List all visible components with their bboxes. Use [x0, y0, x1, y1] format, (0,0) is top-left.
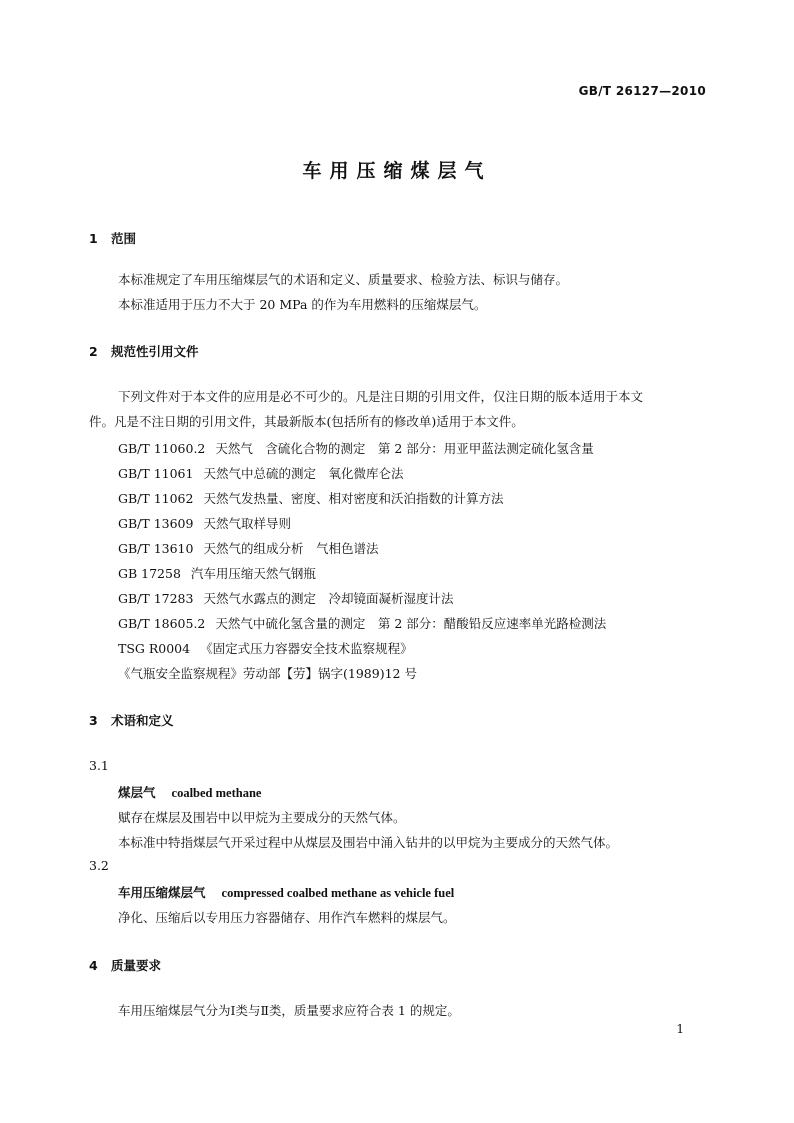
- section-4-heading: [89, 956, 161, 974]
- reference-code: GB/T 13609: [118, 516, 194, 531]
- reference-code: GB 17258: [118, 566, 181, 581]
- clause-3-1-number: 3.1: [89, 758, 109, 773]
- reference-item: [118, 539, 378, 557]
- reference-code: GB/T 13610: [118, 541, 194, 556]
- clause-3-2-number: 3.2: [89, 858, 109, 873]
- reference-item: [118, 564, 316, 582]
- page-number: 1: [676, 1022, 684, 1036]
- reference-item: [118, 464, 403, 482]
- section-title: 术语和定义: [111, 713, 174, 728]
- reference-title: 天然气发热量、密度、相对密度和沃泊指数的计算方法: [203, 491, 504, 506]
- section-2-intro-line-1: 下列文件对于本文件的应用是必不可少的。凡是注日期的引用文件，仅注日期的版本适用于本文: [118, 389, 644, 404]
- section-title: 质量要求: [111, 958, 162, 973]
- reference-item: [118, 489, 503, 507]
- section-1-heading: [89, 229, 136, 247]
- section-title: 规范性引用文件: [111, 344, 199, 359]
- reference-item: [118, 439, 594, 457]
- section-2-heading: [89, 342, 199, 360]
- reference-title: 天然气 含硫化合物的测定 第 2 部分：用亚甲蓝法测定硫化氢含量: [215, 441, 594, 456]
- reference-title: 《固定式压力容器安全技术监察规程》: [200, 641, 413, 656]
- clause-3-2-term: [118, 883, 454, 901]
- reference-code: GB/T 11061: [118, 466, 194, 481]
- document-title: 车用压缩煤层气: [302, 160, 492, 182]
- reference-item: [118, 589, 453, 607]
- term-english: compressed coalbed methane as vehicle fuel: [221, 886, 455, 900]
- reference-code: GB/T 11062: [118, 491, 194, 506]
- section-title: 范围: [111, 231, 137, 246]
- clause-3-1-term: [118, 783, 261, 801]
- reference-title: 《气瓶安全监察规程》劳动部【劳】锅字(1989)12 号: [118, 666, 417, 681]
- clause-3-1-note: 本标准中特指煤层气开采过程中从煤层及围岩中涌入钻井的以甲烷为主要成分的天然气体。: [118, 835, 619, 850]
- reference-code: TSG R0004: [118, 641, 191, 656]
- section-number: 2: [89, 344, 98, 359]
- section-1-paragraph-1: 本标准规定了车用压缩煤层气的术语和定义、质量要求、检验方法、标识与储存。: [118, 272, 569, 287]
- section-number: 3: [89, 713, 98, 728]
- reference-title: 汽车用压缩天然气钢瓶: [190, 566, 316, 581]
- term-chinese: 煤层气: [118, 785, 156, 800]
- reference-item: [118, 514, 291, 532]
- reference-title: 天然气中总硫的测定 氧化微库仑法: [203, 466, 404, 481]
- standard-number: GB/T 26127—2010: [578, 84, 706, 98]
- reference-code: GB/T 11060.2: [118, 441, 206, 456]
- reference-item: [118, 614, 606, 632]
- term-english: coalbed methane: [171, 786, 262, 800]
- section-2-intro-line-2: 件。凡是不注日期的引用文件，其最新版本(包括所有的修改单)适用于本文件。: [89, 414, 524, 429]
- reference-title: 天然气水露点的测定 冷却镜面凝析湿度计法: [203, 591, 454, 606]
- term-chinese: 车用压缩煤层气: [118, 885, 206, 900]
- reference-title: 天然气取样导则: [203, 516, 291, 531]
- clause-3-1-definition: 赋存在煤层及围岩中以甲烷为主要成分的天然气体。: [118, 810, 406, 825]
- section-3-heading: [89, 711, 174, 729]
- reference-title: 天然气中硫化氢含量的测定 第 2 部分：醋酸铅反应速率单光路检测法: [215, 616, 607, 631]
- section-1-paragraph-2: 本标准适用于压力不大于 20 MPa 的作为车用燃料的压缩煤层气。: [118, 297, 487, 312]
- reference-code: GB/T 18605.2: [118, 616, 206, 631]
- section-number: 1: [89, 231, 98, 246]
- reference-code: GB/T 17283: [118, 591, 194, 606]
- section-4-paragraph-1: 车用压缩煤层气分为Ⅰ类与Ⅱ类，质量要求应符合表 1 的规定。: [118, 1003, 460, 1018]
- reference-item: [118, 664, 417, 682]
- reference-title: 天然气的组成分析 气相色谱法: [203, 541, 379, 556]
- reference-item: [118, 639, 413, 657]
- clause-3-2-definition: 净化、压缩后以专用压力容器储存、用作汽车燃料的煤层气。: [118, 910, 456, 925]
- section-number: 4: [89, 958, 98, 973]
